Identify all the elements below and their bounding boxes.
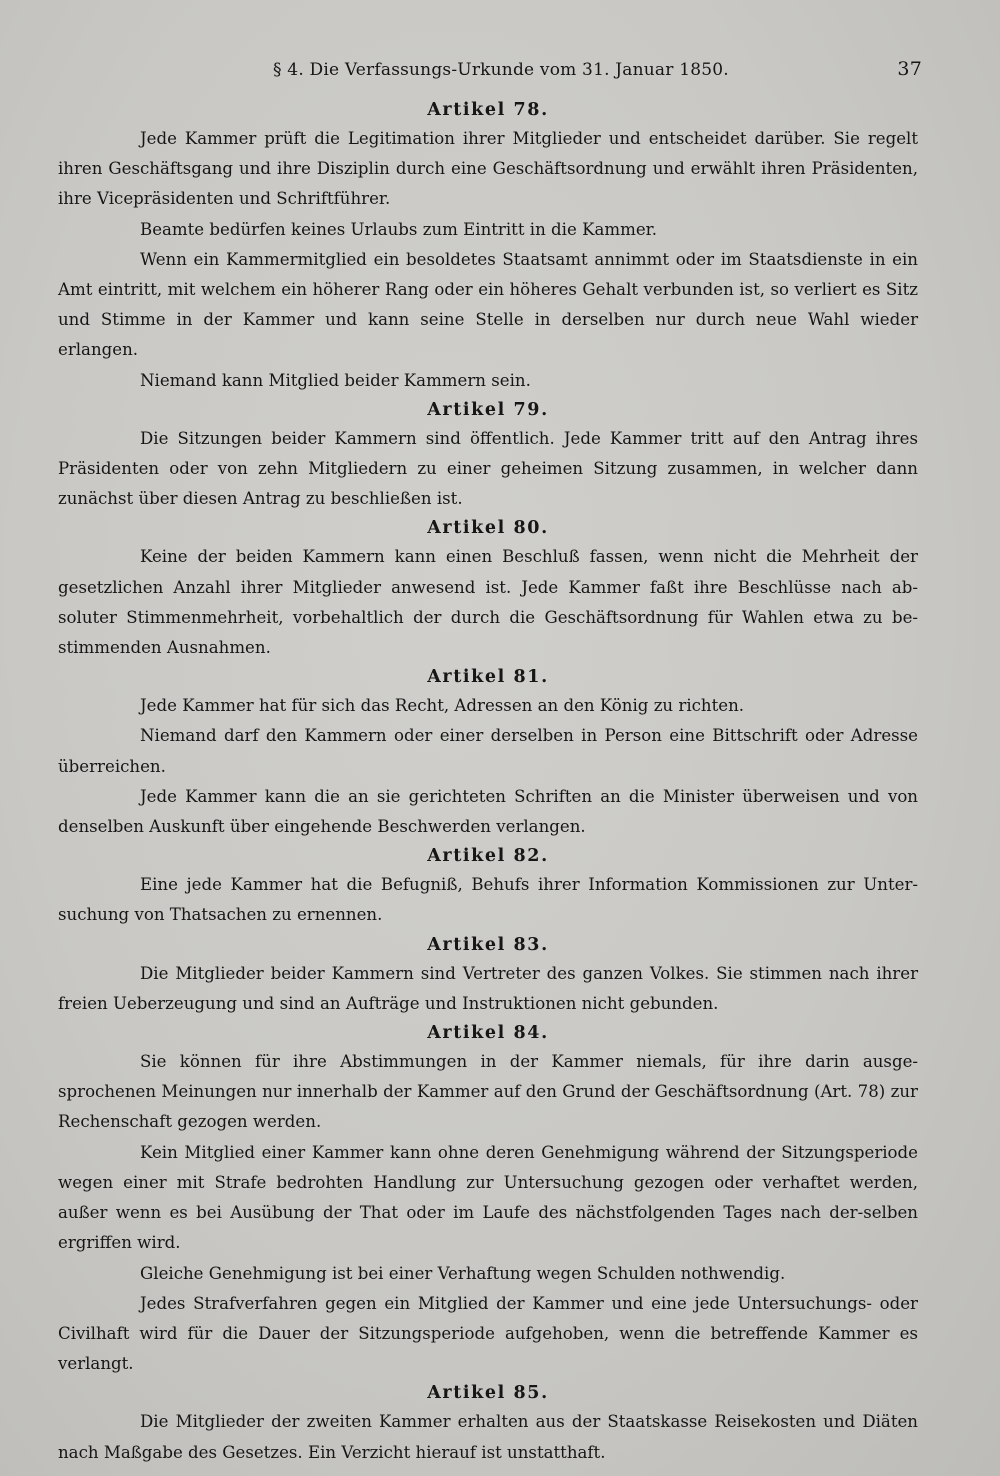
paragraph: Sie können für ihre Abstimmungen in der Kammer niemals, für ihre darin ausge-sprochenen Meinungen nur innerhalb der Kammer auf den Grund der Geschäftsordnung (Art. 78) zur Rechenschaft gezogen werden. <box>58 1052 918 1132</box>
paragraph: Die Sitzungen beider Kammern sind öffentlich. Jede Kammer tritt auf den Antrag ihres Präsidenten oder von zehn Mitgliedern zu einer geheimen Sitzung zusammen, in welcher dann zunächst über diesen Antrag zu beschließen ist. <box>58 428 918 509</box>
running-title: § 4. Die Verfassungs-Urkunde vom 31. Januar 1850. <box>273 60 729 80</box>
article-heading: Artikel 84. <box>427 1023 549 1044</box>
article-79 <box>58 396 918 515</box>
article-78 <box>58 96 918 396</box>
paragraph: Niemand kann Mitglied beider Kammern sein. <box>140 370 531 390</box>
article-heading: Artikel 81. <box>427 667 549 688</box>
paragraph: Jede Kammer kann die an sie gerichteten Schriften an die Minister überweisen und von denselben Auskunft über eingehende Beschwerden verlangen. <box>58 786 918 837</box>
article-heading: Artikel 82. <box>427 846 549 867</box>
paragraph: Gleiche Genehmigung ist bei einer Verhaftung wegen Schulden nothwendig. <box>140 1263 786 1283</box>
page-number: 37 <box>897 58 922 80</box>
running-header <box>58 58 922 96</box>
article-heading: Artikel 80. <box>427 518 549 539</box>
article-84 <box>58 1019 918 1379</box>
paragraph: Wenn ein Kammermitglied ein besoldetes Staatsamt annimmt oder im Staatsdienste in ein Amt eintritt, mit welchem ein höherer Rang oder ein höheres Gehalt verbunden ist, so verliert es Sitz und Stimme in der Kammer und kann seine Stelle in derselben nur durch neue Wahl wieder erlangen. <box>58 249 918 360</box>
paragraph: Jedes Strafverfahren gegen ein Mitglied der Kammer und eine jede Untersuchungs- oder Civilhaft wird für die Dauer der Sitzungsperiode aufgehoben, wenn die betreffende Kammer es verlangt. <box>58 1293 918 1374</box>
paragraph: Beamte bedürfen keines Urlaubs zum Eintritt in die Kammer. <box>140 219 658 239</box>
article-heading: Artikel 78. <box>427 100 549 120</box>
article-heading: Artikel 79. <box>427 399 549 420</box>
article-80 <box>58 514 918 663</box>
paragraph: Eine jede Kammer hat die Befugniß, Behufs ihrer Information Kommissionen zur Unter-suchung von Thatsachen zu ernennen. <box>58 875 918 925</box>
paragraph: Niemand darf den Kammern oder einer derselben in Person eine Bittschrift oder Adresse überreichen. <box>58 726 918 776</box>
page-body <box>58 96 918 1468</box>
article-heading: Artikel 85. <box>427 1383 549 1404</box>
paragraph: Die Mitglieder beider Kammern sind Vertreter des ganzen Volkes. Sie stimmen nach ihrer freien Ueberzeugung und sind an Aufträge und Instruktionen nicht gebunden. <box>58 963 918 1013</box>
article-81 <box>58 663 918 842</box>
paragraph: Keine der beiden Kammern kann einen Beschluß fassen, wenn nicht die Mehrheit der gesetzlichen Anzahl ihrer Mitglieder anwesend ist. Jede Kammer faßt ihre Beschlüsse nach ab-soluter Stimmenmehrheit, vorbehaltlich der durch die Geschäftsordnung für Wahlen etwa zu be-stimmenden Ausnahmen. <box>58 547 918 658</box>
article-82 <box>58 842 918 930</box>
paragraph: Jede Kammer hat für sich das Recht, Adressen an den König zu richten. <box>140 696 745 716</box>
article-83 <box>58 931 918 1019</box>
paragraph: Jede Kammer prüft die Legitimation ihrer Mitglieder und entscheidet darüber. Sie regelt ihren Geschäftsgang und ihre Disziplin durch eine Geschäftsordnung und erwählt ihren Präsidenten, ihre Vicepräsidenten und Schriftführer. <box>58 129 918 209</box>
paragraph: Die Mitglieder der zweiten Kammer erhalten aus der Staatskasse Reisekosten und Diäten nach Maßgabe des Gesetzes. Ein Verzicht hierauf ist unstatthaft. <box>58 1412 918 1462</box>
article-85 <box>58 1379 918 1467</box>
paragraph: Kein Mitglied einer Kammer kann ohne deren Genehmigung während der Sitzungsperiode wegen einer mit Strafe bedrohten Handlung zur Untersuchung gezogen oder verhaftet werden, außer wenn es bei Ausübung der That oder im Laufe des nächstfolgenden Tages nach der-selben ergriffen wird. <box>58 1142 918 1253</box>
article-heading: Artikel 83. <box>427 934 549 955</box>
